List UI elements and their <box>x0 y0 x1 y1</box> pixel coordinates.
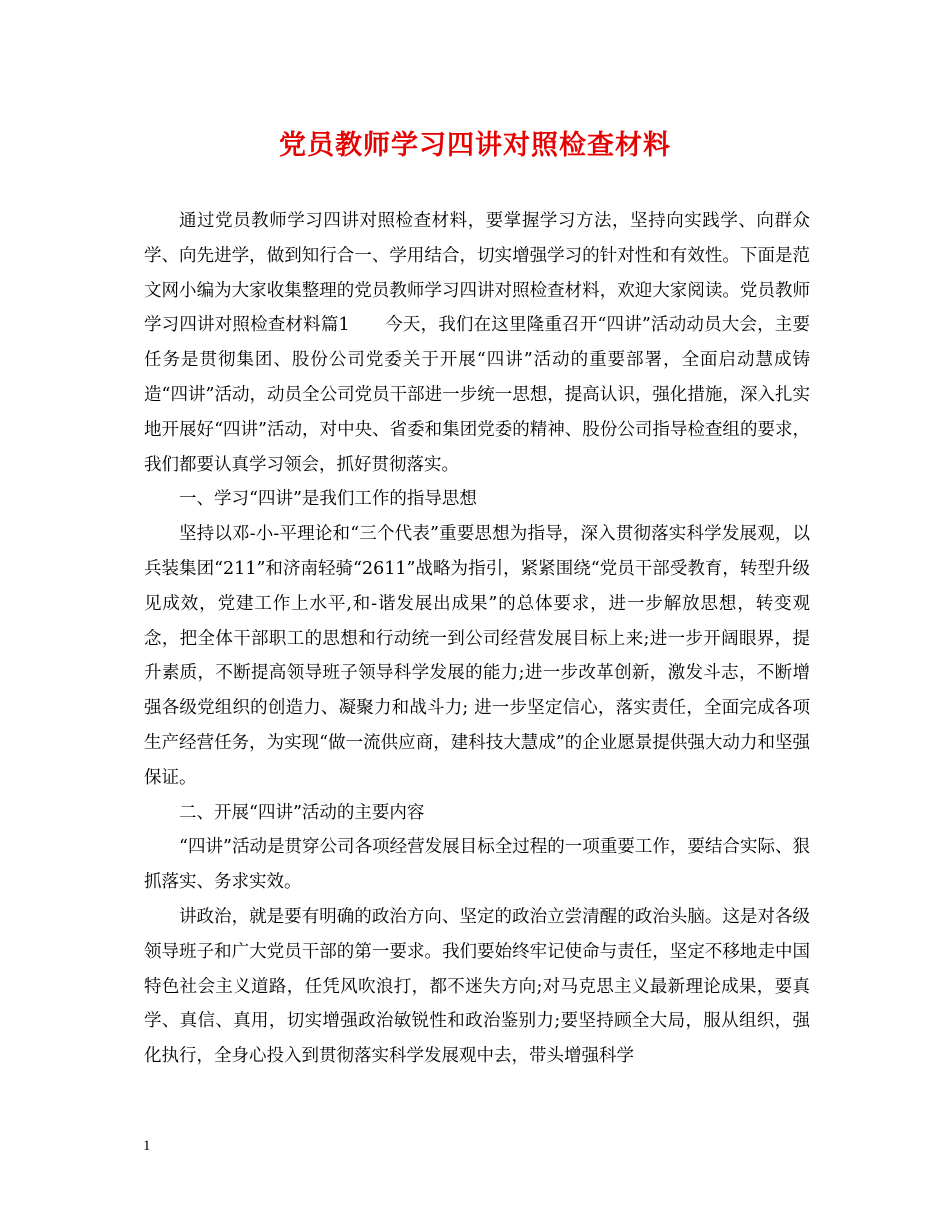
document-body <box>144 204 810 1074</box>
paragraph-politics: 讲政治，就是要有明确的政治方向、坚定的政治立尝清醒的政治头脑。这是对各级领导班子和广大党员干部的第一要求。我们要始终牢记使命与责任，坚定不移地走中国特色社会主义道路，任凭风吹浪打，都不迷失方向;对马克思主义最新理论成果，要真学、真信、真用，切实增强政治敏锐性和政治鉴别力;要坚持顾全大局，服从组织，强化执行，全身心投入到贯彻落实科学发展观中去，带头增强科学 <box>144 906 810 1067</box>
paragraph-activity-overview: “四讲”活动是贯穿公司各项经营发展目标全过程的一项重要工作，要结合实际、狠抓落实、务求实效。 <box>144 837 810 893</box>
page-number: 1 <box>143 1138 151 1154</box>
section-heading-2: 二、开展“四讲”活动的主要内容 <box>179 802 425 823</box>
paragraph-intro: 通过党员教师学习四讲对照检查材料，要掌握学习方法，坚持向实践学、向群众学、向先进学，做到知行合一、学用结合，切实增强学习的针对性和有效性。下面是范文网小编为大家收集整理的党员教师学习四讲对照检查材料，欢迎大家阅读。党员教师学习四讲对照检查材料篇1 今天，我们在这里隆重召开“四讲”活动动员大会，主要任务是贯彻集团、股份公司党委关于开展“四讲”活动的重要部署，全面启动慧成铸造“四讲”活动，动员全公司党员干部进一步统一思想，提高认识，强化措施，深入扎实地开展好“四讲”活动，对中央、省委和集团党委的精神、股份公司指导检查组的要求，我们都要认真学习领会，抓好贯彻落实。 <box>144 211 810 475</box>
document-title: 党员教师学习四讲对照检查材料 <box>279 130 671 161</box>
section-heading-1: 一、学习“四讲”是我们工作的指导思想 <box>179 489 477 510</box>
paragraph-guiding-thought: 坚持以邓-小-平理论和“三个代表”重要思想为指导，深入贯彻落实科学发展观，以兵装集团“211”和济南轻骑“2611”战略为指引，紧紧围绕“党员干部受教育，转型升级见成效，党建工作上水平,和-谐发展出成果”的总体要求，进一步解放思想，转变观念，把全体干部职工的思想和行动统一到公司经营发展目标上来;进一步开阔眼界，提升素质，不断提高领导班子领导科学发展的能力;进一步改革创新，激发斗志，不断增强各级党组织的创造力、凝聚力和战斗力; 进一步坚定信心，落实责任，全面完成各项生产经营任务，为实现“做一流供应商，建科技大慧成”的企业愿景提供强大动力和坚强保证。 <box>144 524 810 788</box>
